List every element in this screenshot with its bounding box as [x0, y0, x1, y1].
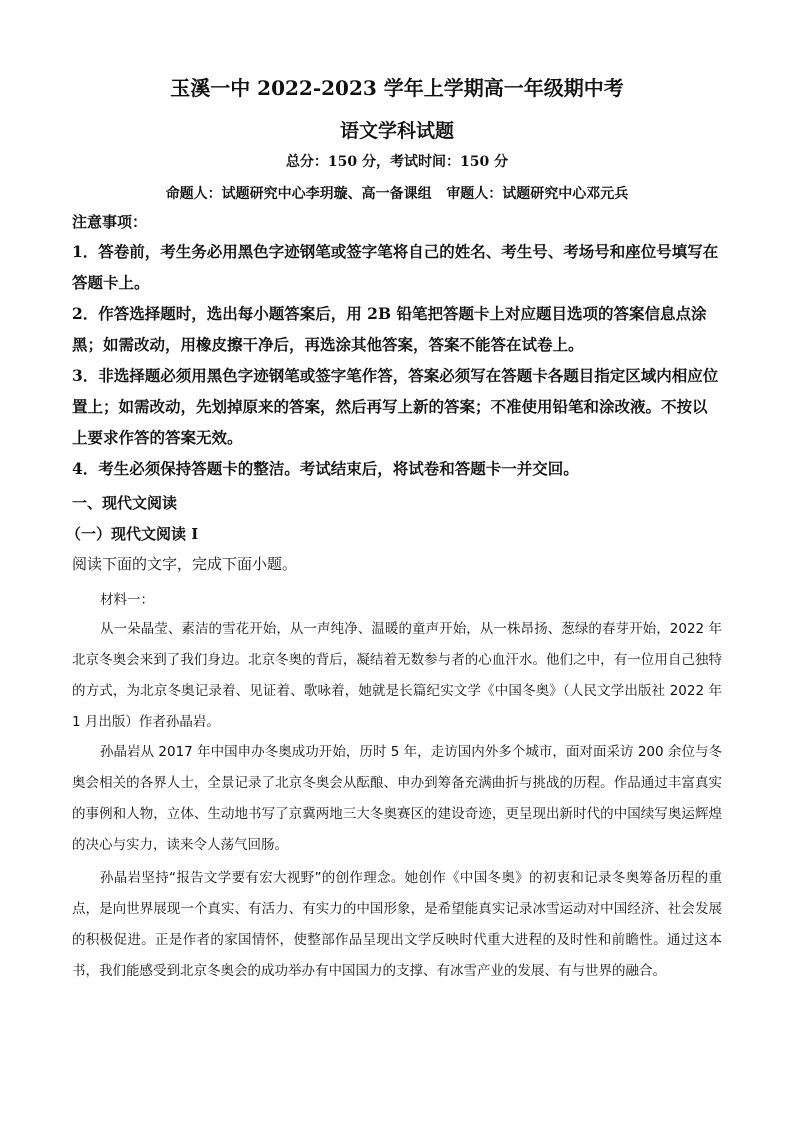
material-label: 材料一： [100, 592, 154, 608]
notice-heading: 注意事项： [72, 213, 148, 231]
notice-item-3: 3．非选择题必须用黑色字迹钢笔或签字笔作答，答案必须写在答题卡各题目指定区域内相应位置上；如需改动，先划掉原来的答案，然后再写上新的答案；不准使用铅笔和涂改液。不按以上要求作答的答案无效。 [72, 366, 719, 447]
section-heading: 一、现代文阅读 [72, 494, 178, 512]
author-line [0, 183, 794, 203]
notice-item-4: 4．考生必须保持答题卡的整洁。考试结束后，将试卷和答题卡一并交回。 [72, 459, 579, 478]
material-paragraph-3: 孙晶岩坚持“报告文学要有宏大视野”的创作理念。她创作《中国冬奥》的初衷和记录冬奥筹备历程的重点，是向世界展现一个真实、有活力、有实力的中国形象，是希望能真实记录冰雪运动对中国经济、社会发展的积极促进。正是作者的家国情怀，使整部作品呈现出文学反映时代重大进程的及时性和前瞻性。通过这本书，我们能感受到北京冬奥会的成功举办有中国国力的支撑、有冰雪产业的发展、有与世界的融合。 [72, 870, 722, 979]
notice-item-2: 2．作答选择题时，选出每小题答案后，用 2B 铅笔把答题卡上对应题目选项的答案信息点涂黑；如需改动，用橡皮擦干净后，再选涂其他答案，答案不能答在试卷上。 [72, 304, 707, 354]
notice-item-1: 1．答卷前，考生务必用黑色字迹钢笔或签字笔将自己的姓名、考生号、考场号和座位号填写在答题卡上。 [72, 242, 719, 292]
material-paragraph-1: 从一朵晶莹、素洁的雪花开始，从一声纯净、温暖的童声开始，从一株昂扬、葱绿的春芽开始，2022 年北京冬奥会来到了我们身边。北京冬奥的背后，凝结着无数参与者的心血汗水。他们之中，有一位用自己独特的方式，为北京冬奥记录着、见证着、歌咏着，她就是长篇纪实文学《中国冬奥》（人民文学出版社 2022 年 1 月出版）作者孙晶岩。 [72, 621, 722, 730]
material-paragraph-2: 孙晶岩从 2017 年中国申办冬奥成功开始，历时 5 年，走访国内外多个城市，面对面采访 200 余位与冬奥会相关的各界人士，全景记录了北京冬奥会从酝酿、申办到筹备充满曲折与挑战的历程。作品通过丰富真实的事例和人物，立体、生动地书写了京冀两地三大冬奥赛区的建设奇迹，更呈现出新时代的中国续写奥运辉煌的决心与实力，读来令人荡气回肠。 [72, 744, 722, 853]
score-time-line: 总分：150 分，考试时间：150 分 [285, 154, 509, 170]
exam-subtitle: 语文学科试题 [339, 120, 454, 142]
exam-title: 玉溪一中 2022-2023 学年上学期高一年级期中考 [170, 76, 624, 100]
reviewer-text: 审题人：试题研究中心邓元兵 [446, 186, 629, 202]
reading-instruction: 阅读下面的文字，完成下面小题。 [72, 555, 298, 573]
setters-text: 命题人：试题研究中心李玥璇、高一备课组 [165, 186, 432, 202]
subsection-heading: （一）现代文阅读 I [66, 525, 199, 543]
